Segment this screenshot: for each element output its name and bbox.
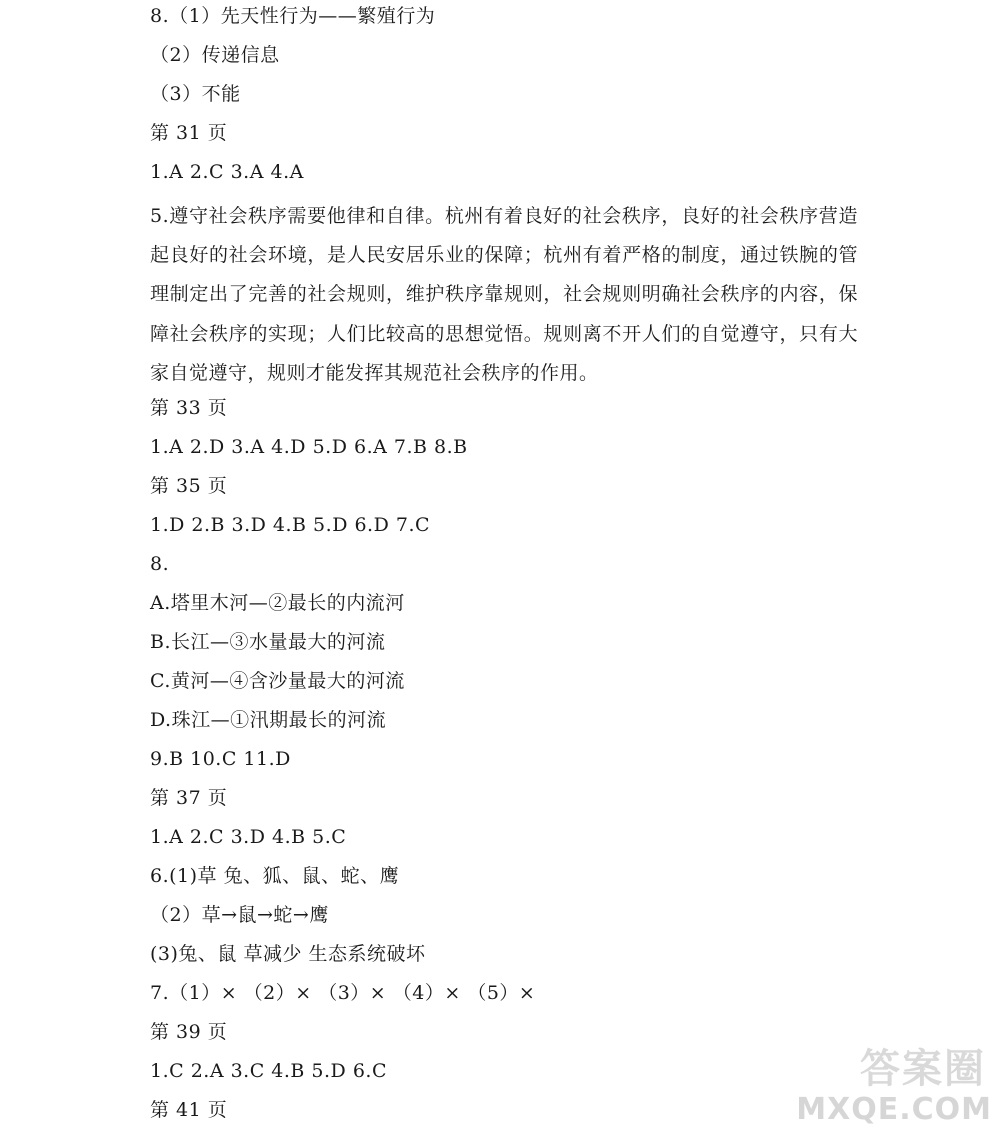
- answer-line: （2）草→鼠→蛇→鹰: [150, 904, 329, 926]
- answer-line: D.珠江—①汛期最长的河流: [150, 709, 387, 731]
- answer-line: 9.B 10.C 11.D: [150, 748, 291, 770]
- page-heading: 第 31 页: [150, 122, 228, 144]
- page-heading: 第 41 页: [150, 1099, 228, 1121]
- answer-line: 1.D 2.B 3.D 4.B 5.D 6.D 7.C: [150, 514, 431, 536]
- answer-line: 1.A 2.C 3.A 4.A: [150, 161, 304, 183]
- page-heading: 第 37 页: [150, 787, 228, 809]
- answer-line: A.塔里木河—②最长的内流河: [150, 592, 405, 614]
- answer-line: （2）传递信息: [150, 44, 280, 66]
- answer-line: 8.（1）先天性行为——繁殖行为: [150, 5, 436, 27]
- page-heading: 第 39 页: [150, 1021, 228, 1043]
- answer-line: （3）不能: [150, 83, 241, 105]
- answer-line: 1.A 2.C 3.D 4.B 5.C: [150, 826, 347, 848]
- page-heading: 第 33 页: [150, 397, 228, 419]
- page-heading: 第 35 页: [150, 475, 228, 497]
- watermark-site: MXQE.COM: [796, 1092, 992, 1127]
- answer-line: 7.（1）× （2）× （3）× （4）× （5）×: [150, 982, 536, 1004]
- answer-line: 1.C 2.A 3.C 4.B 5.D 6.C: [150, 1060, 387, 1082]
- answer-line: (3)兔、鼠 草减少 生态系统破坏: [150, 943, 426, 965]
- answer-line: 8.: [150, 553, 170, 575]
- answer-line: 6.(1)草 兔、狐、鼠、蛇、鹰: [150, 865, 400, 887]
- watermark-logo: 答案圈: [860, 1046, 986, 1092]
- answer-line: 1.A 2.D 3.A 4.D 5.D 6.A 7.B 8.B: [150, 436, 468, 458]
- watermark: [792, 1037, 992, 1127]
- answer-line: B.长江—③水量最大的河流: [150, 631, 386, 653]
- answer-paragraph: 5.遵守社会秩序需要他律和自律。杭州有着良好的社会秩序，良好的社会秩序营造起良好的社会环境，是人民安居乐业的保障；杭州有着严格的制度，通过铁腕的管理制定出了完善的社会规则，维护秩序靠规则，社会规则明确社会秩序的内容，保障社会秩序的实现；人们比较高的思想觉悟。规则离不开人们的自觉遵守，只有大家自觉遵守，规则才能发挥其规范社会秩序的作用。: [150, 205, 858, 384]
- answer-line: C.黄河—④含沙量最大的河流: [150, 670, 405, 692]
